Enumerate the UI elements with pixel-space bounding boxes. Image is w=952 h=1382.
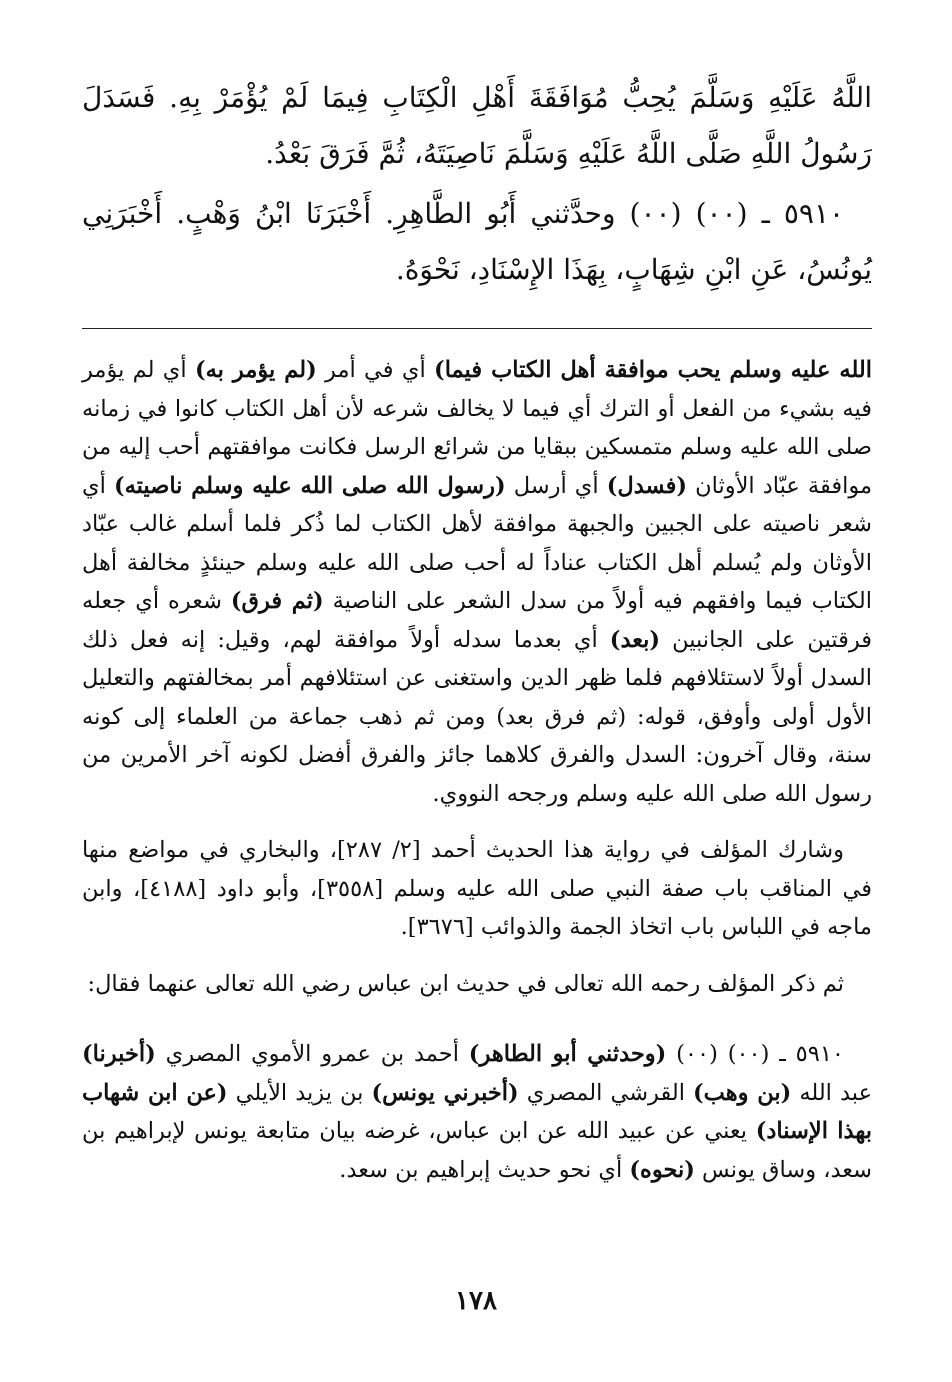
- commentary-segment: (بعد): [609, 626, 661, 653]
- commentary-paragraph-chain: [82, 1035, 872, 1189]
- commentary-segment: (وحدثني أبو الطاهر): [468, 1041, 667, 1067]
- commentary-segment: أي لم يؤمر فيه بشيء من الفعل أو الترك أي فيما لا يخالف شرعه لأن أهل الكتاب كانوا في زمانه صلى الله عليه وسلم متمسكين ببقايا من شرائع الرسل فكانت موافقتهم أحب إليه من موافقة عبّاد الأوثان: [82, 357, 873, 499]
- commentary-segment: (لم يؤمر به): [194, 357, 317, 383]
- commentary-segment: بن يزيد الأيلي: [227, 1079, 372, 1106]
- commentary-segment: أي في أمر: [316, 357, 435, 383]
- commentary-segment: (أخبرنا): [82, 1041, 156, 1067]
- commentary-segment: شعره أي جعله فرقتين على الجانبين: [82, 588, 872, 653]
- commentary-segment: أي نحو حديث إبراهيم بن سعد.: [339, 1156, 630, 1183]
- commentary-segment: (ثم فرق): [230, 588, 324, 614]
- hadith-text-paragraph: اللَّهُ عَلَيْهِ وَسَلَّمَ يُحِبُّ مُوَافَقَةَ أَهْلِ الْكِتَابِ فِيمَا لَمْ يُؤْمَرْ بِهِ. فَسَدَلَ رَسُولُ اللَّهِ صَلَّى اللَّهُ عَلَيْهِ وَسَلَّمَ نَاصِيَتَهُ، ثُمَّ فَرَقَ بَعْدُ.: [82, 81, 872, 170]
- commentary-segment: القرشي المصري: [518, 1079, 694, 1106]
- commentary-segment: أي أرسل: [505, 472, 607, 499]
- page-number: ١٧٨: [455, 1286, 497, 1316]
- commentary-segment: عبد الله: [791, 1079, 873, 1106]
- commentary-segment: الله عليه وسلم يحب موافقة أهل الكتاب فيما): [434, 357, 872, 383]
- commentary-paragraph-sources: وشارك المؤلف في رواية هذا الحديث أحمد [٢/ ٢٨٧]، والبخاري في مواضع منها في المناقب باب صفة النبي صلى الله عليه وسلم [٣٥٥٨]، وأبو داود [٤١٨٨]، وابن ماجه في اللباس باب اتخاذ الجمة والذوائب [٣٦٧٦].: [82, 837, 872, 940]
- commentary-segment: (فسدل): [606, 472, 688, 499]
- hadith-chain-paragraph: ٥٩١٠ ـ (٠٠) (٠٠) وحدَّثني أَبُو الطَّاهِرِ. أَخْبَرَنَا ابْنُ وَهْبٍ. أَخْبَرَنِي يُونُسُ، عَنِ ابْنِ شِهَابٍ، بِهَذَا الإِسْنَادِ، نَحْوَهُ.: [82, 197, 872, 286]
- commentary-segment: أي شعر ناصيته على الجبين والجبهة موافقة لأهل الكتاب لما ذُكر فلما أسلم غالب عبّاد الأوثان ولم يُسلم أهل الكتاب عناداً له أحب صلى الله عليه وسلم حينئذٍ مخالفة أهل الكتاب فيما وافقهم فيه أولاً من سدل الشعر على الناصية: [82, 472, 872, 614]
- commentary-segment: (بن وهب): [693, 1079, 792, 1106]
- commentary-segment: ٥٩١٠ ـ (٠٠) (٠٠): [666, 1041, 844, 1067]
- footnote-divider: [82, 328, 872, 329]
- commentary-segment: (أخبرني يونس): [371, 1079, 519, 1106]
- commentary-segment: يعني عن عبيد الله عن ابن عباس، غرضه بيان متابعة يونس لإبراهيم بن سعد، وساق يونس: [82, 1118, 872, 1183]
- commentary-segment: أحمد بن عمرو الأموي المصري: [155, 1041, 469, 1067]
- commentary-segment: (عن ابن شهاب بهذا الإسناد): [82, 1079, 873, 1144]
- book-page: [82, 70, 872, 1189]
- commentary-paragraph-1: [82, 351, 872, 813]
- commentary-segment: أي بعدما سدله أولاً موافقة لهم، وقيل: إنه فعل ذلك السدل أولاً لاستئلافهم فلما ظهر الدين واستغنى عن استئلافهم أمر بمخالفتهم والتعليل الأول أولى وأوفق، قوله: (ثم فرق بعد) ومن ثم ذهب جماعة من العلماء إلى كونه سنة، وقال آخرون: السدل والفرق كلاهما جائز والفرق أفضل لكونه آخر الأمرين من رسول الله صلى الله عليه وسلم ورجحه النووي.: [82, 626, 872, 807]
- commentary-paragraph-transition: ثم ذكر المؤلف رحمه الله تعالى في حديث ابن عباس رضي الله تعالى عنهما فقال:: [87, 970, 844, 997]
- commentary-segment: (رسول الله صلى الله عليه وسلم ناصيته): [113, 472, 506, 499]
- commentary-segment: (نحوه): [629, 1156, 695, 1183]
